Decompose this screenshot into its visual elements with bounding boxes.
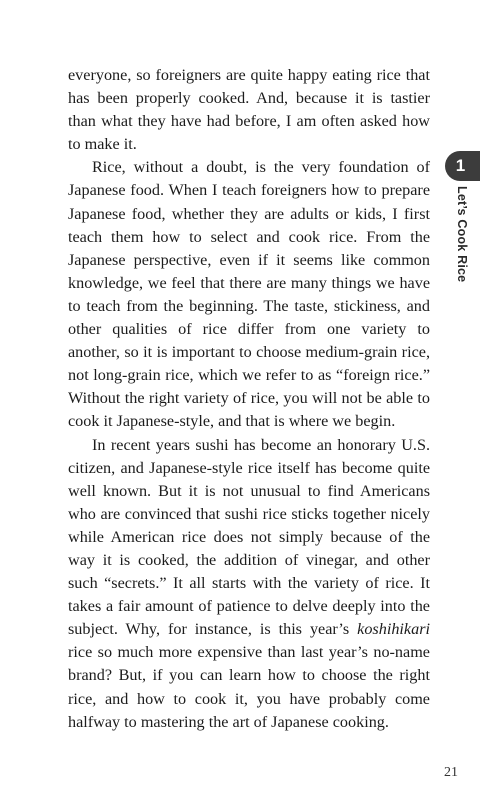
paragraph-2: Rice, without a doubt, is the very foundation of Japanese food. When I teach foreigners how to prepare Japanese food, whether they are adults or kids, I first teach them how to select and cook rice. From the Japanese perspective, even if it seems like common knowledge, we feel that there are many things we have to teach from the beginning. The taste, stickiness, and other qualities of rice differ from one variety to another, so it is important to choose medium-grain rice, not long-grain rice, which we refer to as “foreign rice.” Without the right variety of rice, you will not be able to cook it Japanese-style, and that is where we begin. (68, 158, 430, 431)
paragraph-1: everyone, so foreigners are quite happy eating rice that has been properly cooked. And, because it is tastier than what they have had before, I am often asked how to make it. (68, 66, 430, 154)
paragraph-3-text-a: In recent years sushi has become an honorary U.S. citizen, and Japanese-style rice itself has become quite well known. But it is not unusual to find Americans who are convinced that sushi rice sticks together nicely while American rice does not simply because of the way it is cooked, the addition of vinegar, and other such “secrets.” It all starts with the variety of rice. It takes a fair amount of patience to delve deeply into the subject. Why, for instance, is this year’s (68, 435, 430, 639)
chapter-title: Let’s Cook Rice (455, 186, 469, 283)
page-body (68, 64, 430, 734)
page-number: 21 (444, 765, 458, 780)
chapter-number-tab: 1 (445, 151, 480, 181)
paragraph-3-text-b: rice so much more expensive than last year’s no-name brand? But, if you can learn how to choose the right rice, and how to cook it, you have probably come halfway to mastering the art of Japanese cooking. (68, 643, 430, 731)
italic-term-koshihikari: koshihikari (357, 620, 430, 639)
paragraph-3 (68, 434, 430, 734)
